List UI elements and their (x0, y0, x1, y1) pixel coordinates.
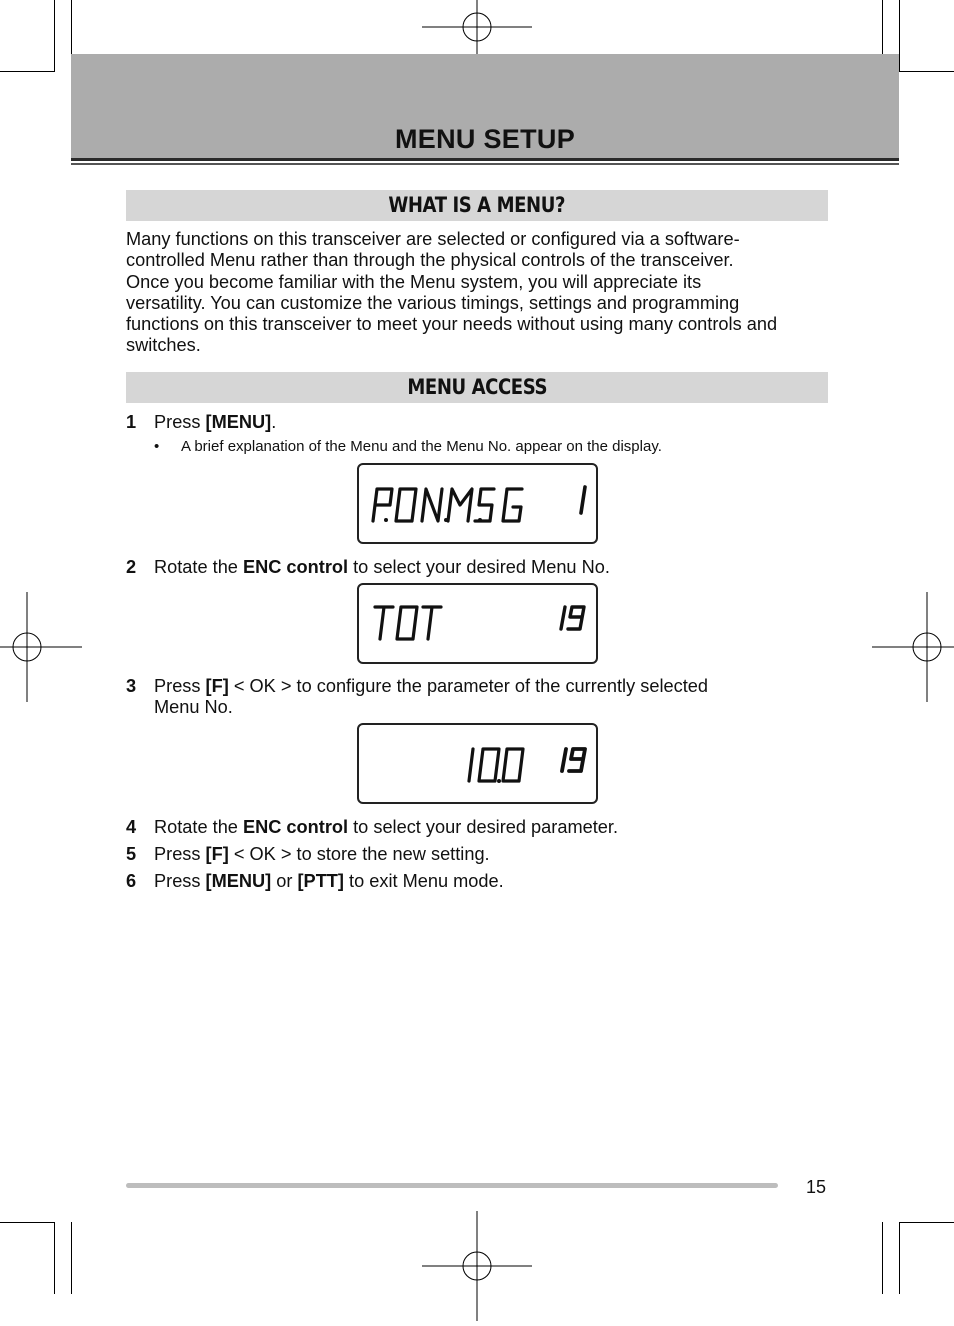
step-text (154, 557, 610, 578)
step-text-pre: Press (154, 871, 206, 891)
step-number: 4 (126, 817, 137, 837)
page-title: MENU SETUP (394, 124, 576, 154)
key-menu: [MENU] (205, 871, 272, 891)
section-heading-text: WHAT IS A MENU? (388, 193, 566, 217)
step-number: 2 (126, 557, 137, 577)
section-heading-menu-access (126, 372, 828, 403)
step-text-post: to select your desired Menu No. (348, 557, 610, 577)
lcd-main-text (375, 607, 441, 639)
step-text-post: . (271, 412, 277, 432)
step-text (154, 676, 708, 697)
crop-mark (71, 1222, 72, 1294)
step-number: 5 (126, 844, 137, 864)
step-text-pre: Press (154, 844, 206, 864)
crop-mark (54, 0, 55, 72)
lcd-display-value (357, 723, 598, 804)
registration-mark-icon (872, 592, 954, 702)
step-number: 3 (126, 676, 137, 696)
paragraph-line: controlled Menu rather than through the physical controls of the transceiver. (126, 250, 734, 271)
lcd-menu-number (562, 749, 585, 771)
key-menu: [MENU] (205, 412, 272, 432)
key-ptt: [PTT] (297, 871, 344, 891)
step-text-post: to exit Menu mode. (343, 871, 504, 891)
crop-mark (882, 1222, 883, 1294)
step-text-post: < OK > to store the new setting. (228, 844, 490, 864)
step-number: 6 (126, 871, 137, 891)
lcd-display-ponmsg (357, 463, 598, 544)
banner-divider (71, 163, 899, 165)
bullet-mark: • (154, 438, 160, 455)
crop-mark (899, 0, 900, 72)
section-heading-what-is-menu (126, 190, 828, 221)
enc-control: ENC control (242, 817, 349, 837)
crop-mark (0, 71, 55, 72)
lcd-menu-number (581, 487, 585, 513)
registration-mark-icon (0, 592, 82, 702)
paragraph-line: versatility. You can customize the various timings, settings and programming (126, 292, 740, 313)
lcd-menu-number (561, 607, 584, 629)
step-text (154, 871, 504, 892)
lcd-display-tot (357, 583, 598, 664)
enc-control: ENC control (242, 557, 349, 577)
step-number: 1 (126, 412, 137, 432)
intro-paragraph (126, 229, 831, 357)
lcd-main-text (373, 489, 522, 522)
step-text-pre: Rotate the (154, 557, 243, 577)
step-text-mid: or (271, 871, 298, 891)
step-text-pre: Press (154, 412, 206, 432)
registration-mark-icon (422, 1211, 532, 1321)
crop-mark (0, 1222, 55, 1223)
page-number: 15 (806, 1177, 827, 1197)
lcd-main-text (469, 749, 523, 783)
step-text-pre: Rotate the (154, 817, 243, 837)
bullet-text: A brief explanation of the Menu and the Menu No. appear on the display. (181, 438, 662, 455)
crop-mark (899, 71, 954, 72)
key-f: [F] (205, 844, 229, 864)
step-text-post: to select your desired parameter. (348, 817, 618, 837)
step-text (154, 844, 490, 865)
step-text-line2: Menu No. (154, 697, 233, 717)
step-text-pre: Press (154, 676, 206, 696)
step-text (154, 412, 276, 433)
step-text-post: < OK > to configure the parameter of the currently selected (228, 676, 708, 696)
footer-rule (126, 1183, 778, 1188)
paragraph-line: Many functions on this transceiver are selected or configured via a software- (126, 229, 740, 249)
crop-mark (54, 1222, 55, 1294)
crop-mark (899, 1222, 900, 1294)
section-heading-text: MENU ACCESS (407, 375, 547, 399)
paragraph-line: functions on this transceiver to meet your needs without using many controls and (126, 314, 778, 335)
step-text (154, 817, 618, 838)
paragraph-line: switches. (126, 335, 201, 356)
crop-mark (899, 1222, 954, 1223)
paragraph-line: Once you become familiar with the Menu system, you will appreciate its (126, 271, 702, 292)
key-f: [F] (205, 676, 229, 696)
